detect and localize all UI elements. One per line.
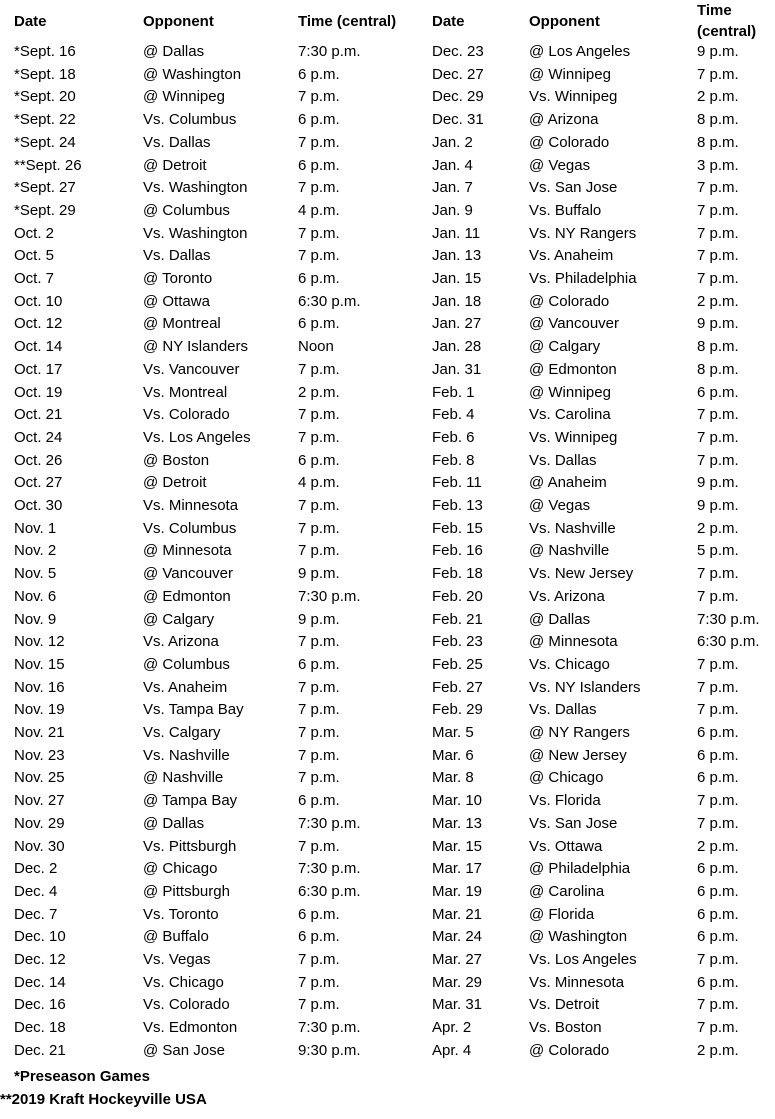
- left-row-opponent: @ Pittsburgh: [143, 882, 230, 900]
- left-row-date: Oct. 21: [14, 406, 63, 424]
- right-row-time: 2 p.m.: [697, 837, 739, 855]
- right-row-date: Jan. 31: [432, 360, 482, 378]
- right-row-time: 6:30 p.m.: [697, 633, 760, 651]
- right-row-opponent: @ Colorado: [529, 292, 610, 310]
- left-row-opponent: Vs. Chicago: [143, 973, 224, 991]
- right-row-time: 7 p.m.: [697, 678, 739, 696]
- right-row-opponent: Vs. Ottawa: [529, 837, 603, 855]
- right-row-date: Jan. 18: [432, 292, 482, 310]
- right-row-time: 7 p.m.: [697, 996, 739, 1014]
- left-row-opponent: @ Detroit: [143, 156, 207, 174]
- left-row-opponent: @ Winnipeg: [143, 88, 225, 106]
- left-row-date: Dec. 7: [14, 905, 58, 923]
- left-row-time: 4 p.m.: [298, 201, 340, 219]
- left-row-date: Oct. 26: [14, 451, 63, 469]
- right-row-opponent: Vs. Buffalo: [529, 201, 602, 219]
- left-row-date: **Sept. 26: [14, 156, 82, 174]
- right-row-date: Dec. 29: [432, 88, 484, 106]
- right-row-opponent: Vs. San Jose: [529, 814, 618, 832]
- right-row-time: 7 p.m.: [697, 451, 739, 469]
- left-row-time: 7:30 p.m.: [298, 814, 361, 832]
- left-row-date: Dec. 2: [14, 860, 58, 878]
- left-row-time: 6 p.m.: [298, 156, 340, 174]
- right-row-opponent: Vs. Florida: [529, 792, 601, 810]
- right-row-opponent: Vs. Los Angeles: [529, 951, 637, 968]
- left-row-time: 7 p.m.: [298, 678, 340, 696]
- right-row-opponent: @ NY Rangers: [529, 724, 630, 741]
- header-date-right: Date: [432, 13, 465, 30]
- right-row-opponent: @ Vegas: [529, 497, 591, 514]
- left-row-time: 6 p.m.: [298, 270, 340, 287]
- right-row-time: 3 p.m.: [697, 156, 739, 174]
- left-row-date: Oct. 19: [14, 383, 63, 401]
- right-row-time: 7 p.m.: [697, 701, 739, 719]
- right-row-date: Jan. 15: [432, 270, 482, 287]
- left-row-opponent: Vs. Vegas: [143, 951, 211, 968]
- right-row-opponent: @ Los Angeles: [529, 43, 631, 60]
- left-row-date: Dec. 4: [14, 882, 58, 900]
- right-row-opponent: @ Philadelphia: [529, 860, 631, 878]
- right-row-time: 6 p.m.: [697, 724, 739, 741]
- left-row-opponent: @ Nashville: [143, 769, 224, 787]
- right-row-time: 5 p.m.: [697, 542, 739, 560]
- left-row-opponent: @ Buffalo: [143, 928, 209, 946]
- left-row-time: 4 p.m.: [298, 474, 340, 492]
- left-row-date: Oct. 14: [14, 338, 63, 356]
- left-row-time: 6 p.m.: [298, 792, 340, 810]
- right-row-opponent: @ Dallas: [529, 610, 591, 628]
- left-row-opponent: Vs. Calgary: [143, 724, 221, 741]
- left-row-opponent: Vs. Tampa Bay: [143, 701, 244, 719]
- left-row-time: 6 p.m.: [298, 65, 340, 83]
- left-row-time: 7:30 p.m.: [298, 1019, 361, 1037]
- right-row-time: 8 p.m.: [697, 338, 739, 356]
- left-row-date: Nov. 12: [14, 633, 65, 651]
- left-row-time: 7 p.m.: [298, 406, 340, 424]
- right-row-date: Mar. 27: [432, 951, 483, 968]
- left-row-date: Oct. 7: [14, 270, 55, 287]
- right-row-date: Mar. 31: [432, 996, 483, 1014]
- right-row-opponent: @ Minnesota: [529, 633, 618, 651]
- left-row-opponent: Vs. Anaheim: [143, 678, 228, 696]
- right-row-time: 9 p.m.: [697, 43, 739, 60]
- right-row-time: 7 p.m.: [697, 655, 739, 673]
- left-row-date: Nov. 21: [14, 724, 65, 741]
- left-row-date: *Sept. 16: [14, 43, 76, 60]
- left-row-date: Nov. 9: [14, 610, 57, 628]
- left-row-time: 7 p.m.: [298, 179, 340, 197]
- right-row-date: Feb. 20: [432, 587, 483, 605]
- left-row-date: Oct. 10: [14, 292, 63, 310]
- left-row-date: Oct. 5: [14, 247, 55, 265]
- left-row-opponent: @ Dallas: [143, 43, 205, 60]
- left-row-date: Nov. 19: [14, 701, 65, 719]
- right-row-time: 2 p.m.: [697, 88, 739, 106]
- left-row-date: Oct. 12: [14, 315, 63, 333]
- left-row-time: 7 p.m.: [298, 951, 340, 968]
- right-row-opponent: Vs. New Jersey: [529, 565, 634, 583]
- right-row-opponent: Vs. NY Rangers: [529, 224, 637, 242]
- left-row-time: 9:30 p.m.: [298, 1041, 361, 1059]
- right-row-time: 8 p.m.: [697, 111, 739, 129]
- left-row-date: *Sept. 24: [14, 133, 76, 151]
- right-row-date: Feb. 27: [432, 678, 483, 696]
- left-row-date: Nov. 6: [14, 587, 57, 605]
- right-row-date: Feb. 25: [432, 655, 483, 673]
- left-row-opponent: @ Minnesota: [143, 542, 232, 560]
- right-row-time: 2 p.m.: [697, 292, 739, 310]
- right-row-time: 8 p.m.: [697, 360, 739, 378]
- right-row-time: 7 p.m.: [697, 201, 739, 219]
- right-row-opponent: @ Vancouver: [529, 315, 619, 333]
- left-row-opponent: Vs. Dallas: [143, 247, 211, 265]
- right-row-date: Mar. 10: [432, 792, 483, 810]
- left-row-time: 7 p.m.: [298, 247, 340, 265]
- left-row-date: Oct. 17: [14, 360, 63, 378]
- right-row-time: 7 p.m.: [697, 814, 739, 832]
- left-row-time: 6 p.m.: [298, 928, 340, 946]
- right-row-date: Jan. 11: [432, 224, 481, 242]
- left-row-opponent: @ Columbus: [143, 655, 230, 673]
- right-row-date: Jan. 28: [432, 338, 482, 356]
- left-row-date: *Sept. 27: [14, 179, 76, 197]
- right-row-date: Feb. 4: [432, 406, 475, 424]
- left-row-time: 9 p.m.: [298, 610, 340, 628]
- left-row-opponent: Vs. Nashville: [143, 746, 230, 764]
- right-row-date: Feb. 23: [432, 633, 483, 651]
- left-row-time: 9 p.m.: [298, 565, 340, 583]
- left-row-time: 6 p.m.: [298, 315, 340, 333]
- left-row-date: Dec. 12: [14, 951, 66, 968]
- right-row-time: 7 p.m.: [697, 428, 739, 446]
- right-row-date: Jan. 27: [432, 315, 482, 333]
- right-row-time: 7 p.m.: [697, 65, 739, 83]
- left-row-opponent: Vs. Colorado: [143, 996, 230, 1014]
- right-row-date: Feb. 13: [432, 497, 483, 514]
- right-row-opponent: @ Arizona: [529, 111, 599, 129]
- left-row-opponent: Vs. Pittsburgh: [143, 837, 237, 855]
- left-row-opponent: Vs. Los Angeles: [143, 428, 251, 446]
- right-row-time: 7 p.m.: [697, 406, 739, 424]
- right-row-opponent: Vs. Chicago: [529, 655, 610, 673]
- right-row-time: 8 p.m.: [697, 133, 739, 151]
- right-row-date: Feb. 1: [432, 383, 475, 401]
- right-row-opponent: @ Anaheim: [529, 474, 607, 492]
- right-row-time: 2 p.m.: [697, 519, 739, 537]
- left-row-opponent: Vs. Columbus: [143, 111, 237, 129]
- right-row-date: Mar. 24: [432, 928, 483, 946]
- left-row-date: *Sept. 22: [14, 111, 76, 129]
- right-row-opponent: @ New Jersey: [529, 746, 627, 764]
- left-row-time: 7 p.m.: [298, 769, 340, 787]
- left-row-opponent: Vs. Vancouver: [143, 360, 240, 378]
- left-row-date: Oct. 30: [14, 497, 63, 514]
- left-row-opponent: Vs. Dallas: [143, 133, 211, 151]
- right-row-time: 6 p.m.: [697, 860, 739, 878]
- right-row-opponent: @ Calgary: [529, 338, 601, 356]
- left-row-opponent: @ San Jose: [143, 1041, 225, 1059]
- left-row-time: 7 p.m.: [298, 88, 340, 106]
- right-row-time: 6 p.m.: [697, 769, 739, 787]
- left-row-opponent: Vs. Edmonton: [143, 1019, 238, 1037]
- right-row-date: Mar. 13: [432, 814, 483, 832]
- left-row-date: Nov. 2: [14, 542, 57, 560]
- left-row-opponent: Vs. Minnesota: [143, 497, 239, 514]
- right-row-time: 7 p.m.: [697, 270, 739, 287]
- footnote-preseason: *Preseason Games: [14, 1068, 150, 1085]
- right-row-date: Apr. 2: [432, 1019, 472, 1037]
- right-row-date: Mar. 8: [432, 769, 474, 787]
- left-row-time: 7 p.m.: [298, 360, 340, 378]
- left-row-date: Nov. 25: [14, 769, 65, 787]
- left-row-time: 7 p.m.: [298, 519, 340, 537]
- left-row-date: Nov. 1: [14, 519, 57, 537]
- right-row-date: Dec. 27: [432, 65, 484, 83]
- left-row-opponent: Vs. Arizona: [143, 633, 219, 651]
- right-row-date: Mar. 17: [432, 860, 483, 878]
- right-row-opponent: @ Chicago: [529, 769, 604, 787]
- left-row-time: 7 p.m.: [298, 701, 340, 719]
- right-row-time: 7 p.m.: [697, 565, 739, 583]
- right-row-opponent: Vs. Dallas: [529, 451, 597, 469]
- left-row-date: Nov. 15: [14, 655, 65, 673]
- right-row-time: 2 p.m.: [697, 1041, 739, 1059]
- header-time-left: Time (central): [298, 13, 397, 30]
- left-row-time: 6:30 p.m.: [298, 292, 361, 310]
- left-row-time: Noon: [298, 338, 334, 356]
- right-row-date: Mar. 5: [432, 724, 474, 741]
- header-time-right: Time (central): [697, 2, 757, 40]
- right-row-date: Mar. 15: [432, 837, 483, 855]
- left-row-date: Oct. 2: [14, 224, 55, 242]
- left-row-date: Nov. 16: [14, 678, 65, 696]
- right-row-opponent: Vs. Philadelphia: [529, 270, 637, 287]
- left-row-date: Nov. 23: [14, 746, 65, 764]
- left-row-date: Dec. 18: [14, 1019, 66, 1037]
- right-row-opponent: Vs. Boston: [529, 1019, 602, 1037]
- left-row-opponent: @ NY Islanders: [143, 338, 248, 356]
- right-row-time: 9 p.m.: [697, 497, 739, 514]
- left-row-time: 7 p.m.: [298, 973, 340, 991]
- right-row-time: 7 p.m.: [697, 1019, 739, 1037]
- header-opponent-left: Opponent: [143, 13, 214, 30]
- right-row-time: 6 p.m.: [697, 383, 739, 401]
- left-row-opponent: @ Edmonton: [143, 587, 231, 605]
- left-row-time: 7 p.m.: [298, 542, 340, 560]
- right-row-opponent: @ Winnipeg: [529, 65, 611, 83]
- right-row-opponent: @ Winnipeg: [529, 383, 611, 401]
- right-row-opponent: @ Edmonton: [529, 360, 617, 378]
- right-row-opponent: Vs. Anaheim: [529, 247, 614, 265]
- left-row-time: 6:30 p.m.: [298, 882, 361, 900]
- right-row-opponent: Vs. San Jose: [529, 179, 618, 197]
- right-row-date: Feb. 16: [432, 542, 483, 560]
- header-opponent-right: Opponent: [529, 13, 600, 30]
- left-row-time: 6 p.m.: [298, 111, 340, 129]
- left-row-date: Dec. 16: [14, 996, 66, 1014]
- left-row-time: 7:30 p.m.: [298, 587, 361, 605]
- left-row-time: 7 p.m.: [298, 746, 340, 764]
- right-row-opponent: @ Vegas: [529, 156, 591, 174]
- right-row-opponent: Vs. Minnesota: [529, 973, 625, 991]
- left-row-opponent: Vs. Montreal: [143, 383, 228, 401]
- right-row-time: 6 p.m.: [697, 746, 739, 764]
- right-row-date: Jan. 4: [432, 156, 473, 174]
- left-row-opponent: @ Vancouver: [143, 565, 233, 583]
- left-row-opponent: Vs. Washington: [143, 179, 248, 197]
- footnote-hockeyville: **2019 Kraft Hockeyville USA: [0, 1091, 207, 1108]
- left-row-time: 6 p.m.: [298, 905, 340, 923]
- right-row-time: 7 p.m.: [697, 587, 739, 605]
- left-row-opponent: @ Toronto: [143, 270, 213, 287]
- right-row-opponent: @ Florida: [529, 905, 595, 923]
- right-row-date: Feb. 18: [432, 565, 483, 583]
- right-row-opponent: Vs. NY Islanders: [529, 678, 641, 696]
- right-row-time: 7 p.m.: [697, 224, 739, 242]
- left-row-time: 7:30 p.m.: [298, 860, 361, 878]
- left-row-opponent: @ Chicago: [143, 860, 218, 878]
- right-row-opponent: @ Colorado: [529, 133, 610, 151]
- right-row-opponent: @ Colorado: [529, 1041, 610, 1059]
- left-row-opponent: @ Ottawa: [143, 292, 210, 310]
- right-row-opponent: @ Nashville: [529, 542, 610, 560]
- left-row-time: 7 p.m.: [298, 428, 340, 446]
- left-row-date: Nov. 30: [14, 837, 65, 855]
- left-row-opponent: Vs. Washington: [143, 224, 248, 242]
- right-row-date: Jan. 13: [432, 247, 482, 265]
- right-row-opponent: Vs. Detroit: [529, 996, 600, 1014]
- right-row-date: Feb. 8: [432, 451, 475, 469]
- left-row-opponent: Vs. Toronto: [143, 905, 219, 923]
- right-row-time: 7 p.m.: [697, 247, 739, 265]
- left-row-date: Dec. 21: [14, 1041, 66, 1059]
- right-row-date: Jan. 7: [432, 179, 473, 197]
- left-row-time: 7:30 p.m.: [298, 43, 361, 60]
- left-row-date: *Sept. 18: [14, 65, 76, 83]
- right-row-date: Mar. 6: [432, 746, 474, 764]
- right-row-time: 6 p.m.: [697, 882, 739, 900]
- left-row-opponent: @ Calgary: [143, 610, 215, 628]
- left-row-time: 7 p.m.: [298, 497, 340, 514]
- left-row-date: Nov. 5: [14, 565, 57, 583]
- right-row-date: Apr. 4: [432, 1041, 472, 1059]
- left-row-opponent: @ Washington: [143, 65, 242, 83]
- left-row-opponent: @ Dallas: [143, 814, 205, 832]
- right-row-time: 7 p.m.: [697, 951, 739, 968]
- right-row-date: Dec. 23: [432, 43, 484, 60]
- left-row-time: 7 p.m.: [298, 224, 340, 242]
- right-row-time: 6 p.m.: [697, 905, 739, 923]
- right-row-date: Jan. 9: [432, 201, 473, 219]
- right-row-date: Mar. 21: [432, 905, 483, 923]
- left-row-opponent: @ Detroit: [143, 474, 207, 492]
- right-row-date: Feb. 6: [432, 428, 475, 446]
- left-row-date: Dec. 10: [14, 928, 66, 946]
- left-row-time: 6 p.m.: [298, 655, 340, 673]
- left-row-date: *Sept. 20: [14, 88, 76, 106]
- right-row-date: Mar. 19: [432, 882, 483, 900]
- left-row-time: 7 p.m.: [298, 996, 340, 1014]
- left-row-time: 7 p.m.: [298, 724, 340, 741]
- left-row-opponent: @ Boston: [143, 451, 210, 469]
- left-row-date: Oct. 24: [14, 428, 63, 446]
- right-row-date: Dec. 31: [432, 111, 484, 129]
- left-row-time: 7 p.m.: [298, 837, 340, 855]
- right-row-time: 7 p.m.: [697, 179, 739, 197]
- right-row-opponent: Vs. Winnipeg: [529, 88, 618, 106]
- right-row-date: Mar. 29: [432, 973, 483, 991]
- left-row-date: Nov. 29: [14, 814, 65, 832]
- left-row-date: *Sept. 29: [14, 201, 76, 219]
- right-row-time: 7 p.m.: [697, 792, 739, 810]
- right-row-opponent: @ Washington: [529, 928, 628, 946]
- left-row-time: 6 p.m.: [298, 451, 340, 469]
- left-row-opponent: Vs. Columbus: [143, 519, 237, 537]
- left-row-date: Oct. 27: [14, 474, 63, 492]
- right-row-date: Feb. 21: [432, 610, 483, 628]
- right-row-time: 9 p.m.: [697, 315, 739, 333]
- right-row-opponent: @ Carolina: [529, 882, 605, 900]
- right-row-opponent: Vs. Carolina: [529, 406, 611, 424]
- left-row-opponent: @ Columbus: [143, 201, 230, 219]
- right-row-opponent: Vs. Arizona: [529, 587, 605, 605]
- right-row-time: 6 p.m.: [697, 928, 739, 946]
- left-row-time: 2 p.m.: [298, 383, 340, 401]
- left-row-opponent: Vs. Colorado: [143, 406, 230, 424]
- left-row-date: Nov. 27: [14, 792, 65, 810]
- right-row-time: 7:30 p.m.: [697, 610, 760, 628]
- left-row-date: Dec. 14: [14, 973, 66, 991]
- left-row-time: 7 p.m.: [298, 133, 340, 151]
- right-row-opponent: Vs. Winnipeg: [529, 428, 618, 446]
- left-row-opponent: @ Tampa Bay: [143, 792, 238, 810]
- right-row-date: Feb. 15: [432, 519, 483, 537]
- right-row-date: Feb. 29: [432, 701, 483, 719]
- right-row-opponent: Vs. Nashville: [529, 519, 616, 537]
- left-row-opponent: @ Montreal: [143, 315, 221, 333]
- header-date-left: Date: [14, 13, 47, 30]
- right-row-date: Feb. 11: [432, 474, 482, 492]
- right-row-date: Jan. 2: [432, 133, 473, 151]
- right-row-time: 9 p.m.: [697, 474, 739, 492]
- right-row-opponent: Vs. Dallas: [529, 701, 597, 719]
- left-row-time: 7 p.m.: [298, 633, 340, 651]
- right-row-time: 6 p.m.: [697, 973, 739, 991]
